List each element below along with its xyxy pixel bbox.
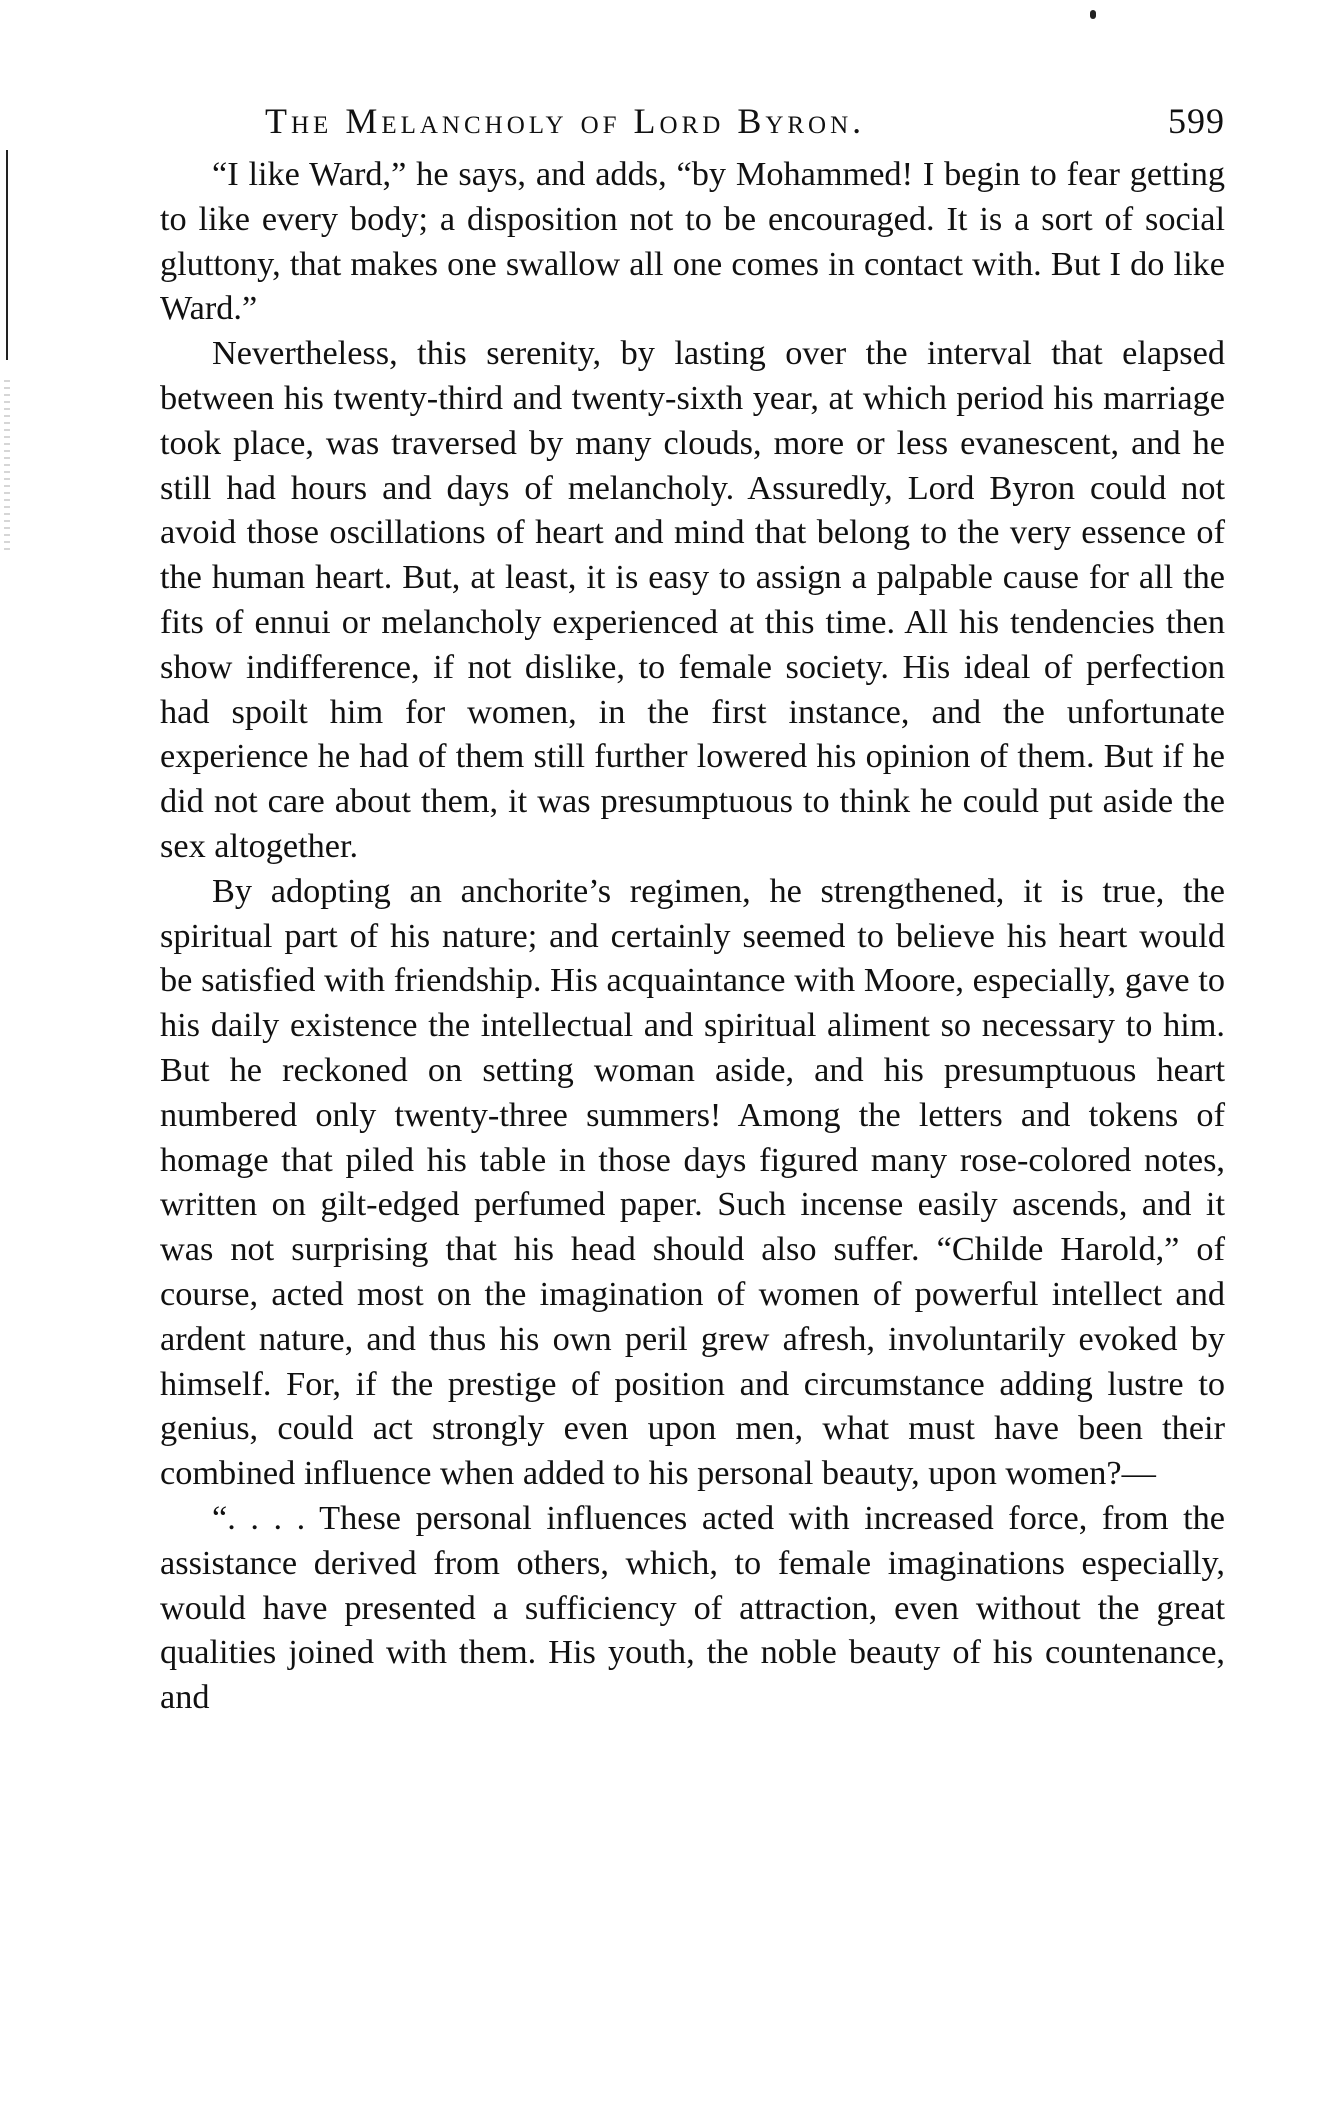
running-head	[265, 100, 1225, 152]
paragraph-ward-quote: “I like Ward,” he says, and adds, “by Mohammed! I begin to fear getting to like every body; a disposition not to be encouraged. It is a sort of social gluttony, that makes one swallow all one comes in contact with. But I do like Ward.”	[160, 155, 1225, 328]
book-page	[160, 100, 1225, 1720]
paragraph-personal-influences: “. . . . These personal influences acted with increased force, from the assistance derived from others, which, to female imaginations especially, would have presented a sufficiency of attraction, even without the great qualities joined with them. His youth, the noble beauty of his countenance, and	[160, 1498, 1225, 1717]
page-number: 599	[1168, 101, 1225, 141]
paragraph-anchorite: By adopting an anchorite’s regimen, he strengthened, it is true, the spiritual part of his nature; and certainly seemed to believe his heart would be satisfied with friendship. His acquaintance with Moore, especially, gave to his daily existence the intellectual and spiritual aliment so necessary to him. But he reckoned on setting woman aside, and his presumptuous heart numbered only twenty-three summers! Among the letters and tokens of homage that piled his table in those days figured many rose-colored notes, written on gilt-edged perfumed paper. Such incense easily ascends, and it was not surprising that his head should also suffer. “Childe Harold,” of course, acted most on the imagination of women of powerful intellect and ardent nature, and thus his own peril grew afresh, involuntarily evoked by himself. For, if the prestige of position and circumstance adding lustre to genius, could act strongly even upon men, what must have been their combined influence when added to his personal beauty, upon women?—	[160, 871, 1225, 1493]
paragraph-serenity: Nevertheless, this serenity, by lasting over the interval that elapsed between his twenty-third and twenty-sixth year, at which period his marriage took place, was traversed by many clouds, more or less evanescent, and he still had hours and days of melancholy. Assuredly, Lord Byron could not avoid those oscillations of heart and mind that belong to the very essence of the human heart. But, at least, it is easy to assign a palpable cause for all the fits of ennui or melancholy experienced at this time. All his tendencies then show indifference, if not dislike, to female society. His ideal of perfection had spoilt him for women, in the first instance, and the unfortunate experience he had of them still further lowered his opinion of them. But if he did not care about them, it was presumptuous to think he could put aside the sex altogether.	[160, 334, 1225, 865]
margin-rule	[6, 150, 8, 360]
running-title: The Melancholy of Lord Byron.	[265, 101, 866, 141]
body-text	[160, 152, 1225, 1720]
margin-specks	[4, 380, 10, 550]
ink-dot	[1090, 10, 1096, 19]
